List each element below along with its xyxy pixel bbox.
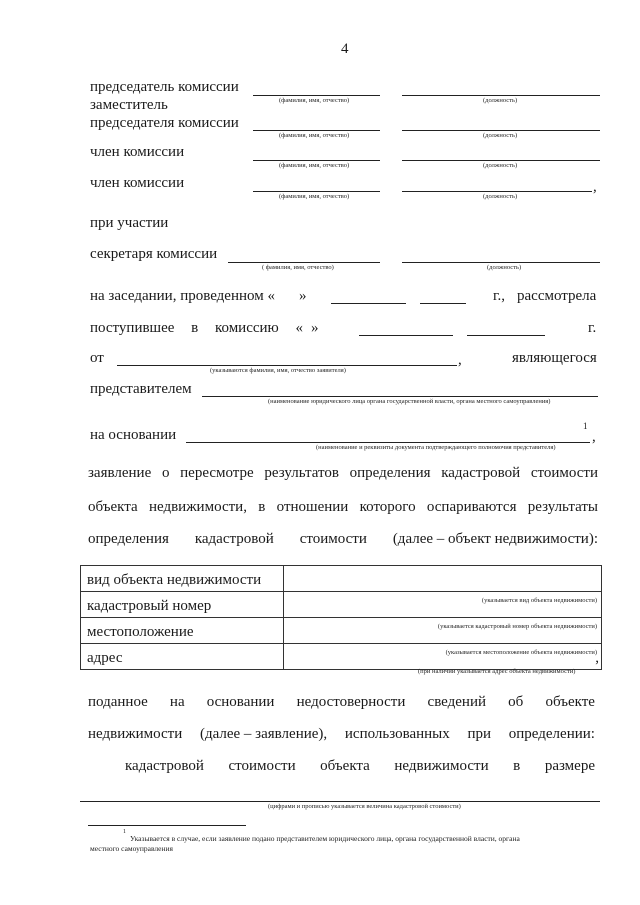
meeting-prefix: на заседании, проведенном « bbox=[90, 288, 275, 304]
submitted-word: размере bbox=[544, 758, 595, 774]
secretary-name-caption: ( фамилия, имя, отчество) bbox=[262, 264, 334, 271]
representative-caption: (наименование юридического лица органа государственной власти, органа местного самоуправления) bbox=[268, 398, 551, 405]
from-label: от bbox=[90, 350, 104, 366]
statement-word: кадастровой bbox=[441, 465, 521, 481]
address-comma: , bbox=[595, 650, 599, 666]
submitted-word: (далее – заявление), bbox=[199, 726, 328, 742]
secretary-name-line[interactable] bbox=[228, 262, 380, 263]
received-word: поступившее bbox=[90, 320, 175, 336]
cadastral-number-caption: (указывается кадастровый номер объекта недвижимости) bbox=[437, 623, 597, 630]
secretary-position-caption: (должность) bbox=[487, 264, 522, 271]
received-word: в bbox=[191, 320, 199, 336]
member1-name-line[interactable] bbox=[253, 160, 380, 161]
location-label: местоположение bbox=[81, 618, 284, 644]
meeting-close-quote: » bbox=[299, 288, 307, 304]
member1-name-caption: (фамилия, имя, отчество) bbox=[279, 162, 350, 169]
applicant-caption: (указываются фамилия, имя, отчество заявителя) bbox=[210, 367, 346, 374]
basis-footnote-mark: 1 bbox=[583, 421, 588, 431]
statement-line-2 bbox=[88, 498, 598, 516]
submitted-word: сведений bbox=[427, 694, 487, 710]
meeting-month-line[interactable] bbox=[331, 303, 406, 304]
footnote-line-2: местного самоуправления bbox=[90, 844, 173, 853]
secretary-label: секретаря комиссии bbox=[90, 246, 218, 262]
secretary-position-line[interactable] bbox=[402, 262, 600, 263]
footnote-separator bbox=[88, 825, 246, 826]
statement-word: определения bbox=[88, 531, 169, 547]
submitted-word: недвижимости bbox=[88, 726, 183, 742]
from-tail: являющегося bbox=[512, 350, 597, 366]
received-year-suffix: г. bbox=[588, 320, 597, 336]
submitted-word: на bbox=[169, 694, 185, 710]
deputy-name-line[interactable] bbox=[253, 130, 380, 131]
statement-word: стоимости bbox=[299, 531, 367, 547]
representative-label: представителем bbox=[90, 381, 192, 397]
table-row bbox=[81, 592, 602, 618]
basis-label: на основании bbox=[90, 427, 177, 443]
statement-word: результатов bbox=[264, 465, 339, 481]
statement-word: результаты bbox=[527, 499, 598, 515]
submitted-line-1 bbox=[88, 693, 595, 711]
member2-comma: , bbox=[593, 179, 597, 195]
submitted-word: объекте bbox=[545, 694, 595, 710]
statement-word: пересмотре bbox=[180, 465, 254, 481]
member1-label: член комиссии bbox=[90, 144, 185, 160]
received-year-line[interactable] bbox=[467, 335, 545, 336]
meeting-year-line[interactable] bbox=[420, 303, 466, 304]
received-month-line[interactable] bbox=[359, 335, 453, 336]
representative-line[interactable] bbox=[202, 396, 598, 397]
statement-word: которого bbox=[359, 499, 416, 515]
member2-label: член комиссии bbox=[90, 175, 185, 191]
amount-caption: (цифрами и прописью указывается величина кадастровой стоимости) bbox=[268, 803, 461, 810]
deputy-name-caption: (фамилия, имя, отчество) bbox=[279, 132, 350, 139]
statement-word: о bbox=[161, 465, 170, 481]
chairman-name-caption: (фамилия, имя, отчество) bbox=[279, 97, 350, 104]
member2-position-caption: (должность) bbox=[483, 193, 518, 200]
property-type-label: вид объекта недвижимости bbox=[81, 566, 284, 592]
submitted-line-3 bbox=[125, 757, 595, 775]
member2-position-line[interactable] bbox=[402, 191, 592, 192]
table-row bbox=[81, 566, 602, 592]
property-type-caption: (указывается вид объекта недвижимости) bbox=[481, 597, 597, 604]
received-word: комиссию bbox=[214, 320, 279, 336]
cadastral-number-label: кадастровый номер bbox=[81, 592, 284, 618]
table-row bbox=[81, 618, 602, 644]
basis-caption: (наименование и реквизиты документа подтверждающего полномочия представителя) bbox=[316, 444, 556, 451]
statement-word: отношении bbox=[276, 499, 349, 515]
statement-word: оспариваются bbox=[426, 499, 517, 515]
submitted-word: недостоверности bbox=[296, 694, 406, 710]
statement-line-1 bbox=[88, 464, 598, 482]
statement-word: недвижимости, bbox=[148, 499, 247, 515]
submitted-word: кадастровой bbox=[125, 758, 204, 774]
page-number: 4 bbox=[341, 41, 349, 57]
chairman-position-line[interactable] bbox=[402, 95, 600, 96]
property-table bbox=[80, 565, 602, 670]
from-comma: , bbox=[458, 352, 462, 368]
deputy-position-caption: (должность) bbox=[483, 132, 518, 139]
basis-document-line[interactable] bbox=[186, 442, 590, 443]
participation-label: при участии bbox=[90, 215, 169, 231]
property-type-field[interactable] bbox=[284, 566, 602, 592]
amount-line[interactable] bbox=[80, 801, 600, 802]
submitted-word: в bbox=[513, 758, 521, 774]
member2-name-line[interactable] bbox=[253, 191, 380, 192]
submitted-word: об bbox=[508, 694, 524, 710]
submitted-word: использованных bbox=[344, 726, 450, 742]
deputy-label-line2: председателя комиссии bbox=[90, 115, 239, 131]
statement-word: заявление bbox=[88, 465, 152, 481]
address-caption: (при наличии указывается адрес объекта недвижимости) bbox=[418, 668, 576, 675]
chairman-name-line[interactable] bbox=[253, 95, 380, 96]
address-field[interactable] bbox=[284, 644, 602, 670]
received-text bbox=[90, 319, 303, 337]
chairman-position-caption: (должность) bbox=[483, 97, 518, 104]
chairman-label: председатель комиссии bbox=[90, 79, 239, 95]
location-caption: (указывается местоположение объекта недвижимости) bbox=[445, 649, 597, 656]
meeting-year-suffix: г., bbox=[493, 288, 505, 304]
deputy-label-line1: заместитель bbox=[90, 97, 168, 113]
submitted-word: основании bbox=[206, 694, 275, 710]
received-word: « bbox=[295, 320, 303, 336]
received-close-quote: » bbox=[311, 320, 319, 336]
statement-word: кадастровой bbox=[194, 531, 274, 547]
footnote-line-1: Указывается в случае, если заявление подано представителем юридического лица, органа государственной власти, органа bbox=[130, 834, 520, 843]
submitted-word: стоимости bbox=[228, 758, 296, 774]
statement-word: в bbox=[258, 499, 266, 515]
submitted-line-2 bbox=[88, 725, 595, 743]
cadastral-number-field[interactable] bbox=[284, 592, 602, 618]
basis-comma: , bbox=[592, 429, 596, 445]
member2-name-caption: (фамилия, имя, отчество) bbox=[279, 193, 350, 200]
deputy-position-line[interactable] bbox=[402, 130, 600, 131]
member1-position-line[interactable] bbox=[402, 160, 600, 161]
location-field[interactable] bbox=[284, 618, 602, 644]
statement-word: стоимости bbox=[530, 465, 598, 481]
submitted-word: при bbox=[467, 726, 492, 742]
table-row bbox=[81, 644, 602, 670]
meeting-verb: рассмотрела bbox=[517, 288, 597, 304]
submitted-word: недвижимости bbox=[394, 758, 489, 774]
submitted-word: определении: bbox=[508, 726, 595, 742]
applicant-name-line[interactable] bbox=[117, 365, 457, 366]
member1-position-caption: (должность) bbox=[483, 162, 518, 169]
statement-line-3 bbox=[88, 530, 598, 548]
statement-word: объекта bbox=[88, 499, 138, 515]
statement-word: (далее – объект недвижимости): bbox=[392, 531, 598, 547]
submitted-word: поданное bbox=[88, 694, 148, 710]
statement-word: определения bbox=[349, 465, 431, 481]
submitted-word: объекта bbox=[320, 758, 370, 774]
address-label: адрес bbox=[81, 644, 284, 670]
footnote-mark: 1 bbox=[123, 829, 126, 835]
